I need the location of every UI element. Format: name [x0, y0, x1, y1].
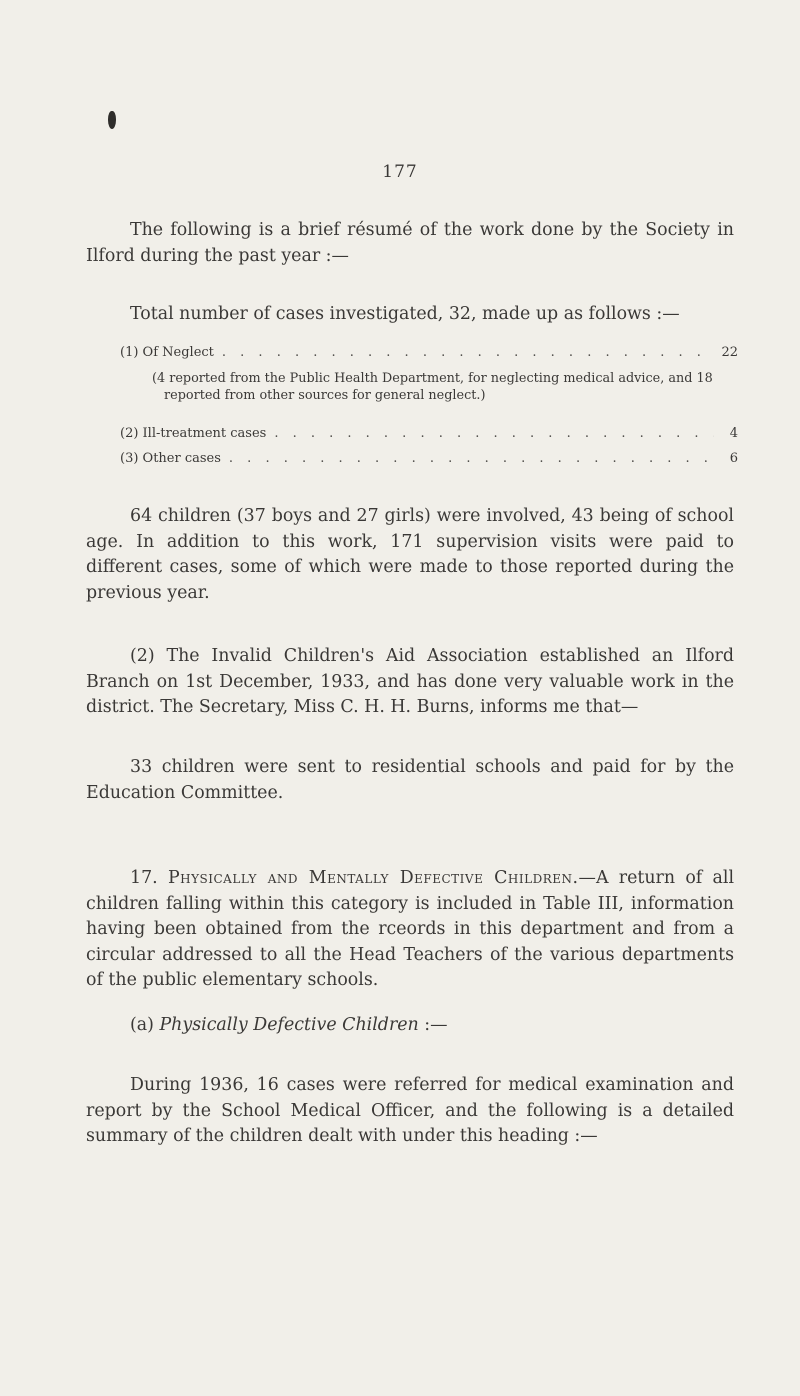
section-number: 17.: [130, 868, 158, 888]
subsection-title: Physically Defective Children: [159, 1015, 419, 1035]
invalid-association-paragraph: (2) The Invalid Children's Aid Association established an Ilford Branch on 1st December, 1933, and has done very valuable work in the district. The Secretary, Miss C. H. H. Burns, informs me that—: [86, 646, 734, 717]
section-text: —A return of all children falling within this category is included in Table III, information having been obtained from the rceords in this department and from a circular addressed to all the Head Teachers of the various departments of the public elementary schools.: [86, 868, 735, 990]
case-count: 22: [721, 345, 738, 360]
section-17-paragraph: [86, 866, 734, 994]
section-heading: Physically and Mentally Defective Children.: [167, 868, 579, 888]
case-count: 4: [729, 426, 738, 441]
neglect-note: (4 reported from the Public Health Department, for neglecting medical advice, and 18 reported from other sources for general neglect.): [152, 371, 713, 403]
leader-dots: [222, 345, 714, 360]
case-row-neglect: [120, 345, 738, 360]
subsection-heading: [86, 1013, 734, 1039]
subsection-suffix: :—: [418, 1015, 448, 1035]
subsection-marker: (a): [130, 1015, 154, 1035]
leader-dots: [229, 451, 714, 466]
children-paragraph: 64 children (37 boys and 27 girls) were involved, 43 being of school age. In addition to this work, 171 supervision visits were paid to different cases, some of which were made to those reported during the previous year.: [86, 506, 734, 603]
during-1936-paragraph: During 1936, 16 cases were referred for medical examination and report by the School Medical Officer, and the following is a detailed summary of the children dealt with under this heading :—: [86, 1075, 734, 1146]
case-label: (1) Of Neglect: [120, 345, 214, 360]
intro-paragraph: The following is a brief résumé of the work done by the Society in Ilford during the past year :—: [86, 220, 734, 266]
leader-dots: [274, 426, 714, 441]
ink-blot: [108, 111, 116, 129]
case-label: (2) Ill-treatment cases: [120, 426, 267, 441]
case-row-other: [120, 451, 738, 466]
case-count: 6: [729, 451, 738, 466]
residential-schools-paragraph: 33 children were sent to residential schools and paid for by the Education Committee.: [86, 757, 734, 803]
case-row-ill-treatment: [120, 426, 738, 441]
total-cases-paragraph: Total number of cases investigated, 32, made up as follows :—: [130, 304, 680, 324]
page-number: 177: [382, 162, 418, 182]
case-label: (3) Other cases: [120, 451, 221, 466]
